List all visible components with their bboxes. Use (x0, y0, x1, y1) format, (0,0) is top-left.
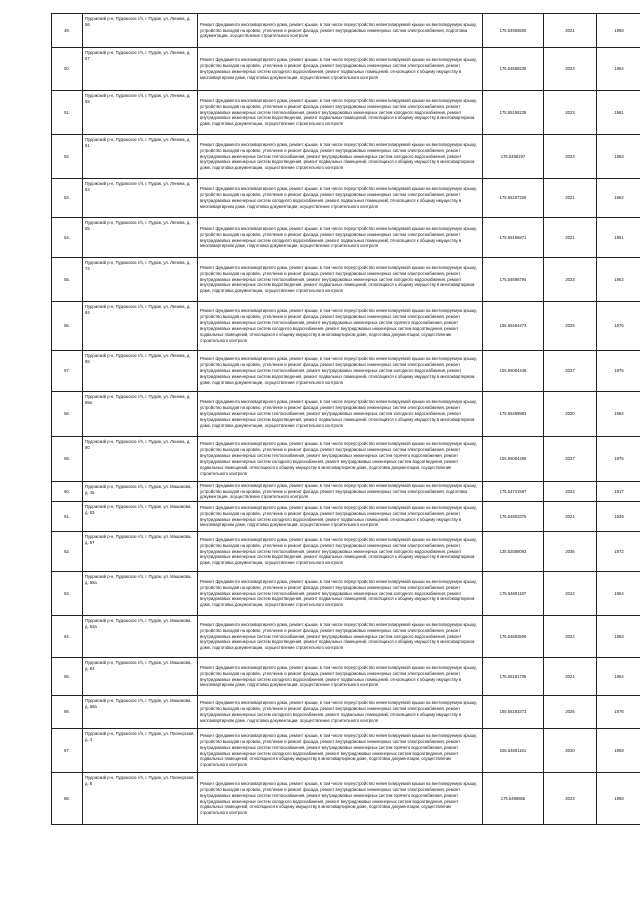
planned-year-cell: 2030 (544, 729, 597, 773)
address-cell: Пудожский р-н, Пудожское г/п, г. Пудож, ул. Ленина, д. 88а (83, 392, 198, 437)
cadastral-cell: 175.54683509 (483, 616, 544, 658)
built-year-cell: 1958 (597, 773, 640, 825)
built-year-cell: 1962 (597, 179, 640, 218)
cadastral-cell: 155.55464273 (483, 302, 544, 351)
planned-year-cell: 2036 (544, 532, 597, 572)
cadastral-cell: 155.54691181 (483, 729, 544, 773)
row-number-cell: 50. (52, 48, 83, 91)
works-cell: Ремонт фундамента многоквартирного дома, ремонт крыши, в том числе переустройство невентилируемой крыши на вентилируемую крышу, устройство выходов на кровлю, утепление и ремонт фасада, ремонт внутридомовых инженерных систем электроснабжения, ремонт внутридомовых инженерных систем теплоснабжения, ремонт внутридомовых инженерных систем горячего водоснабжения, ремонт внутридомовых инженерных систем холодного водоснабжения, ремонт внутридомовых инженерных систем водоотведения, ремонт подвальных помещений, относящихся к общему имуществу в многоквартирном доме, подготовка документации, осуществление строительного контроля (198, 437, 483, 482)
table-row (52, 616, 640, 658)
row-number-cell: 66. (52, 696, 83, 729)
table-row (52, 14, 640, 48)
row-number-cell: 53. (52, 179, 83, 218)
built-year-cell: 1917 (597, 482, 640, 502)
row-number-cell: 54. (52, 218, 83, 258)
table-row (52, 437, 640, 482)
address-cell: Пудожский р-н, Пудожское г/п, г. Пудож, ул. Ленина, д. 90 (83, 437, 198, 482)
row-number-cell: 55. (52, 258, 83, 302)
row-number-cell: 64. (52, 616, 83, 658)
planned-year-cell: 2023 (544, 773, 597, 825)
built-year-cell: 1976 (597, 351, 640, 392)
cadastral-cell: 175.5468197 (483, 135, 544, 179)
planned-year-cell: 2022 (544, 616, 597, 658)
built-year-cell: 1961 (597, 91, 640, 135)
works-cell: Ремонт фундамента многоквартирного дома, ремонт крыши, в том числе переустройство невентилируемой крыши на вентилируемую крышу, устройство выходов на кровлю, утепление и ремонт фасада, ремонт внутридомовых инженерных систем электроснабжения, ремонт внутридомовых инженерных систем теплоснабжения, ремонт внутридомовых инженерных систем холодного водоснабжения, ремонт внутридомовых инженерных систем водоотведения, ремонт подвальных помещений, относящихся к общему имуществу в многоквартирном доме, подготовка документации, осуществление строительного контроля (198, 258, 483, 302)
built-year-cell: 1976 (597, 696, 640, 729)
address-cell: Пудожский р-н, Пудожское г/п, г. Пудож, ул. Пионерская, д. 8 (83, 773, 198, 825)
table-row (52, 482, 640, 502)
row-number-cell: 61. (52, 502, 83, 532)
works-cell: Ремонт фундамента многоквартирного дома, ремонт крыши, в том числе переустройство невентилируемой крыши на вентилируемую крышу, устройство выходов на кровлю, утепление и ремонт фасада, ремонт внутридомовых инженерных систем электроснабжения, ремонт внутридомовых инженерных систем теплоснабжения, ремонт внутридомовых инженерных систем холодного водоснабжения, ремонт внутридомовых инженерных систем водоотведения, ремонт подвальных помещений, относящихся к общему имуществу в многоквартирном доме, подготовка документации, осуществление строительного контроля (198, 532, 483, 572)
built-year-cell: 1961 (597, 218, 640, 258)
cadastral-cell: 175.54658239 (483, 48, 544, 91)
planned-year-cell: 2026 (544, 696, 597, 729)
cadastral-cell: 175.55196871 (483, 218, 544, 258)
works-cell: Ремонт фундамента многоквартирного дома, ремонт крыши, в том числе переустройство невентилируемой крыши на вентилируемую крышу, устройство выходов на кровлю, утепление и ремонт фасада, ремонт внутридомовых инженерных систем электроснабжения, ремонт внутридомовых инженерных систем теплоснабжения, ремонт внутридомовых инженерных систем горячего водоснабжения, ремонт внутридомовых инженерных систем холодного водоснабжения, ремонт внутридомовых инженерных систем водоотведения, ремонт подвальных помещений, относящихся к общему имуществу в многоквартирном доме, подготовка документации, осуществление строительного контроля (198, 773, 483, 825)
cadastral-cell: 175.5469665 (483, 773, 544, 825)
table-row (52, 351, 640, 392)
planned-year-cell: 2025 (544, 302, 597, 351)
address-cell: Пудожский р-н, Пудожское г/п, г. Пудож, ул. Ленина, д. 61 (83, 135, 198, 179)
cadastral-cell: 175.55195235 (483, 91, 544, 135)
planned-year-cell: 2023 (544, 91, 597, 135)
cadastral-cell: 175.55469983 (483, 392, 544, 437)
works-cell: Ремонт фундамента многоквартирного дома, ремонт крыши, в том числе переустройство невентилируемой крыши на вентилируемую крышу, устройство выходов на кровлю, утепление и ремонт фасада, ремонт внутридомовых инженерных систем электроснабжения, ремонт внутридомовых инженерных систем холодного водоснабжения, ремонт подвальных помещений, относящихся к общему имуществу в многоквартирном доме, подготовка документации, осуществление строительного контроля (198, 48, 483, 91)
works-cell: Ремонт фундамента многоквартирного дома, ремонт крыши, в том числе переустройство невентилируемой крыши на вентилируемую крышу, устройство выходов на кровлю, утепление и ремонт фасада, ремонт внутридомовых инженерных систем электроснабжения, ремонт внутридомовых инженерных систем теплоснабжения, ремонт внутридомовых инженерных систем горячего водоснабжения, ремонт внутридомовых инженерных систем холодного водоснабжения, ремонт внутридомовых инженерных систем водоотведения, ремонт подвальных помещений, относящихся к общему имуществу в многоквартирном доме, подготовка документации, осуществление строительного контроля (198, 302, 483, 351)
works-cell: Ремонт фундамента многоквартирного дома, ремонт крыши, в том числе переустройство невентилируемой крыши на вентилируемую крышу, устройство выходов на кровлю, утепление и ремонт фасада, ремонт внутридомовых инженерных систем электроснабжения, ремонт внутридомовых инженерных систем холодного водоснабжения, ремонт подвальных помещений, относящихся к общему имуществу в многоквартирном доме, подготовка документации, осуществление строительного контроля (198, 179, 483, 218)
built-year-cell: 1972 (597, 532, 640, 572)
table-row (52, 532, 640, 572)
works-cell: Ремонт фундамента многоквартирного дома, ремонт крыши, в том числе переустройство невентилируемой крыши на вентилируемую крышу, устройство выходов на кровлю, утепление и ремонт фасада, ремонт внутридомовых инженерных систем электроснабжения, ремонт внутридомовых инженерных систем холодного водоснабжения, ремонт подвальных помещений, относящихся к общему имуществу в многоквартирном доме, подготовка документации, осуществление строительного контроля (198, 218, 483, 258)
works-cell: Ремонт фундамента многоквартирного дома, ремонт крыши, в том числе переустройство невентилируемой крыши на вентилируемую крышу, устройство выходов на кровлю, утепление и ремонт фасада, ремонт внутридомовых инженерных систем электроснабжения, ремонт внутридомовых инженерных систем теплоснабжения, ремонт внутридомовых инженерных систем холодного водоснабжения, ремонт внутридомовых инженерных систем водоотведения, ремонт подвальных помещений, относящихся к общему имуществу в многоквартирном доме, подготовка документации, осуществление строительного контроля (198, 135, 483, 179)
built-year-cell: 1963 (597, 616, 640, 658)
row-number-cell: 51. (52, 91, 83, 135)
works-cell: Ремонт фундамента многоквартирного дома, ремонт крыши, в том числе переустройство невентилируемой крыши на вентилируемую крышу, устройство выходов на кровлю, утепление и ремонт фасада, ремонт внутридомовых инженерных систем электроснабжения, ремонт внутридомовых инженерных систем холодного водоснабжения, ремонт подвальных помещений, относящихся к общему имуществу в многоквартирном доме, подготовка документации, осуществление строительного контроля (198, 502, 483, 532)
built-year-cell: 1964 (597, 572, 640, 616)
built-year-cell: 1976 (597, 302, 640, 351)
table-row (52, 218, 640, 258)
row-number-cell: 60. (52, 482, 83, 502)
planned-year-cell: 2023 (544, 48, 597, 91)
built-year-cell: 1976 (597, 437, 640, 482)
address-cell: Пудожский р-н, Пудожское г/п, г. Пудож, ул. Машакова, д. 45 (83, 482, 198, 502)
works-cell: Ремонт фундамента многоквартирного дома, ремонт крыши, в том числе переустройство невентилируемой крыши на вентилируемую крышу, устройство выходов на кровлю, утепление и ремонт фасада, ремонт внутридомовых инженерных систем электроснабжения, ремонт внутридомовых инженерных систем холодного водоснабжения, ремонт подвальных помещений, относящихся к общему имуществу в многоквартирном доме, подготовка документации, осуществление строительного контроля (198, 696, 483, 729)
built-year-cell: 1963 (597, 135, 640, 179)
address-cell: Пудожский р-н, Пудожское г/п, г. Пудож, ул. Ленина, д. 63 (83, 179, 198, 218)
cadastral-cell: 175.54741587 (483, 482, 544, 502)
address-cell: Пудожский р-н, Пудожское г/п, г. Пудож, ул. Ленина, д. 74 (83, 258, 198, 302)
row-number-cell: 49. (52, 14, 83, 48)
table-row (52, 392, 640, 437)
table-row (52, 302, 640, 351)
table-row (52, 502, 640, 532)
row-number-cell: 52. (52, 135, 83, 179)
planned-year-cell: 2027 (544, 351, 597, 392)
works-cell: Ремонт фундамента многоквартирного дома, ремонт крыши, в том числе переустройство невентилируемой крыши на вентилируемую крышу, устройство выходов на кровлю, утепление и ремонт фасада, ремонт внутридомовых инженерных систем электроснабжения, ремонт внутридомовых инженерных систем теплоснабжения, ремонт внутридомовых инженерных систем горячего водоснабжения, ремонт внутридомовых инженерных систем холодного водоснабжения, ремонт внутридомовых инженерных систем водоотведения, ремонт подвальных помещений, относящихся к общему имуществу в многоквартирном доме, подготовка документации, осуществление строительного контроля (198, 729, 483, 773)
built-year-cell: 1964 (597, 48, 640, 91)
cadastral-cell: 135.52588093 (483, 532, 544, 572)
planned-year-cell: 2021 (544, 179, 597, 218)
cadastral-cell: 175.54698794 (483, 258, 544, 302)
repair-schedule-table (51, 13, 640, 825)
planned-year-cell: 2021 (544, 658, 597, 696)
row-number-cell: 58. (52, 392, 83, 437)
row-number-cell: 65. (52, 658, 83, 696)
cadastral-cell: 175.54965500 (483, 14, 544, 48)
planned-year-cell: 2022 (544, 572, 597, 616)
address-cell: Пудожский р-н, Пудожское г/п, г. Пудож, ул. Пионерская, д. 4 (83, 729, 198, 773)
works-cell: Ремонт фундамента многоквартирного дома, ремонт крыши, в том числе переустройство невентилируемой крыши на вентилируемую крышу, устройство выходов на кровлю, утепление и ремонт фасада, ремонт внутридомовых инженерных систем электроснабжения, ремонт внутридомовых инженерных систем теплоснабжения, ремонт внутридомовых инженерных систем холодного водоснабжения, ремонт внутридомовых инженерных систем водоотведения, ремонт подвальных помещений, относящихся к общему имуществу в многоквартирном доме, подготовка документации, осуществление строительного контроля (198, 351, 483, 392)
planned-year-cell: 2023 (544, 135, 597, 179)
address-cell: Пудожский р-н, Пудожское г/п, г. Пудож, ул. Машакова, д. 64 (83, 658, 198, 696)
works-cell: Ремонт фундамента многоквартирного дома, ремонт крыши, в том числе переустройство невентилируемой крыши на вентилируемую крышу, устройство выходов на кровлю, утепление и ремонт фасада, ремонт внутридомовых инженерных систем электроснабжения, ремонт внутридомовых инженерных систем теплоснабжения, ремонт внутридомовых инженерных систем холодного водоснабжения, ремонт внутридомовых инженерных систем водоотведения, ремонт подвальных помещений, относящихся к общему имуществу в многоквартирном доме, подготовка документации, осуществление строительного контроля (198, 616, 483, 658)
cadastral-cell: 155.55193373 (483, 696, 544, 729)
row-number-cell: 57. (52, 351, 83, 392)
address-cell: Пудожский р-н, Пудожское г/п, г. Пудож, ул. Ленина, д. 57 (83, 48, 198, 91)
built-year-cell: 1964 (597, 658, 640, 696)
built-year-cell: 1962 (597, 258, 640, 302)
cadastral-cell: 155.55084485 (483, 437, 544, 482)
planned-year-cell: 2020 (544, 392, 597, 437)
table-row (52, 729, 640, 773)
address-cell: Пудожский р-н, Пудожское г/п, г. Пудож, ул. Машакова, д. 53 (83, 502, 198, 532)
table-row (52, 179, 640, 218)
address-cell: Пудожский р-н, Пудожское г/п, г. Пудож, ул. Ленина, д. 88 (83, 351, 198, 392)
planned-year-cell: 2021 (544, 218, 597, 258)
works-cell: Ремонт фундамента многоквартирного дома, ремонт крыши, в том числе переустройство невентилируемой крыши на вентилируемую крышу, устройство выходов на кровлю, утепление и ремонт фасада, ремонт внутридомовых инженерных систем электроснабжения, подготовка документации, осуществление строительного контроля (198, 482, 483, 502)
table-row (52, 658, 640, 696)
address-cell: Пудожский р-н, Пудожское г/п, г. Пудож, ул. Ленина, д. 56 (83, 14, 198, 48)
address-cell: Пудожский р-н, Пудожское г/п, г. Пудож, ул. Ленина, д. 59 (83, 91, 198, 135)
table-row (52, 572, 640, 616)
built-year-cell: 1959 (597, 729, 640, 773)
table-row (52, 696, 640, 729)
address-cell: Пудожский р-н, Пудожское г/п, г. Пудож, ул. Ленина, д. 84 (83, 302, 198, 351)
row-number-cell: 67. (52, 729, 83, 773)
address-cell: Пудожский р-н, Пудожское г/п, г. Пудож, ул. Машакова, д. 57 (83, 532, 198, 572)
planned-year-cell: 2027 (544, 437, 597, 482)
works-cell: Ремонт фундамента многоквартирного дома, ремонт крыши, в том числе переустройство невентилируемой крыши на вентилируемую крышу, устройство выходов на кровлю, утепление и ремонт фасада, ремонт внутридомовых инженерных систем электроснабжения, ремонт внутридомовых инженерных систем теплоснабжения, ремонт внутридомовых инженерных систем холодного водоснабжения, ремонт внутридомовых инженерных систем водоотведения, ремонт подвальных помещений, относящихся к общему имуществу в многоквартирном доме, подготовка документации, осуществление строительного контроля (198, 392, 483, 437)
works-cell: Ремонт фундамента многоквартирного дома, ремонт крыши, в том числе переустройство невентилируемой крыши на вентилируемую крышу, устройство выходов на кровлю, утепление и ремонт фасада, ремонт внутридомовых инженерных систем электроснабжения, подготовка документации, осуществление строительного контроля (198, 14, 483, 48)
row-number-cell: 68. (52, 773, 83, 825)
cadastral-cell: 175.55197326 (483, 179, 544, 218)
row-number-cell: 59. (52, 437, 83, 482)
address-cell: Пудожский р-н, Пудожское г/п, г. Пудож, ул. Ленина, д. 65 (83, 218, 198, 258)
table-row (52, 135, 640, 179)
works-cell: Ремонт фундамента многоквартирного дома, ремонт крыши, в том числе переустройство невентилируемой крыши на вентилируемую крышу, устройство выходов на кровлю, утепление и ремонт фасада, ремонт внутридомовых инженерных систем электроснабжения, ремонт внутридомовых инженерных систем холодного водоснабжения, ремонт подвальных помещений, относящихся к общему имуществу в многоквартирном доме, подготовка документации, осуществление строительного контроля (198, 658, 483, 696)
cadastral-cell: 175.54691187 (483, 572, 544, 616)
table-row (52, 91, 640, 135)
planned-year-cell: 2022 (544, 482, 597, 502)
built-year-cell: 1939 (597, 502, 640, 532)
planned-year-cell: 2021 (544, 14, 597, 48)
cadastral-cell: 175.55191736 (483, 658, 544, 696)
table-body (52, 14, 640, 825)
cadastral-cell: 155.55084448 (483, 351, 544, 392)
row-number-cell: 63. (52, 572, 83, 616)
row-number-cell: 62. (52, 532, 83, 572)
planned-year-cell: 2023 (544, 258, 597, 302)
planned-year-cell: 2021 (544, 502, 597, 532)
address-cell: Пудожский р-н, Пудожское г/п, г. Пудож, ул. Машакова, д. 62а (83, 616, 198, 658)
table-row (52, 773, 640, 825)
table-row (52, 258, 640, 302)
address-cell: Пудожский р-н, Пудожское г/п, г. Пудож, ул. Машакова, д. 66а (83, 696, 198, 729)
works-cell: Ремонт фундамента многоквартирного дома, ремонт крыши, в том числе переустройство невентилируемой крыши на вентилируемую крышу, устройство выходов на кровлю, утепление и ремонт фасада, ремонт внутридомовых инженерных систем электроснабжения, ремонт внутридомовых инженерных систем теплоснабжения, ремонт внутридомовых инженерных систем холодного водоснабжения, ремонт внутридомовых инженерных систем водоотведения, ремонт подвальных помещений, относящихся к общему имуществу в многоквартирном доме, подготовка документации, осуществление строительного контроля (198, 572, 483, 616)
address-cell: Пудожский р-н, Пудожское г/п, г. Пудож, ул. Машакова, д. 58а (83, 572, 198, 616)
row-number-cell: 56. (52, 302, 83, 351)
table-row (52, 48, 640, 91)
cadastral-cell: 175.54903375 (483, 502, 544, 532)
built-year-cell: 1958 (597, 14, 640, 48)
built-year-cell: 1984 (597, 392, 640, 437)
works-cell: Ремонт фундамента многоквартирного дома, ремонт крыши, в том числе переустройство невентилируемой крыши на вентилируемую крышу, устройство выходов на кровлю, утепление и ремонт фасада, ремонт внутридомовых инженерных систем электроснабжения, ремонт внутридомовых инженерных систем теплоснабжения, ремонт внутридомовых инженерных систем холодного водоснабжения, ремонт внутридомовых инженерных систем водоотведения, ремонт подвальных помещений, относящихся к общему имуществу в многоквартирном доме, подготовка документации, осуществление строительного контроля (198, 91, 483, 135)
